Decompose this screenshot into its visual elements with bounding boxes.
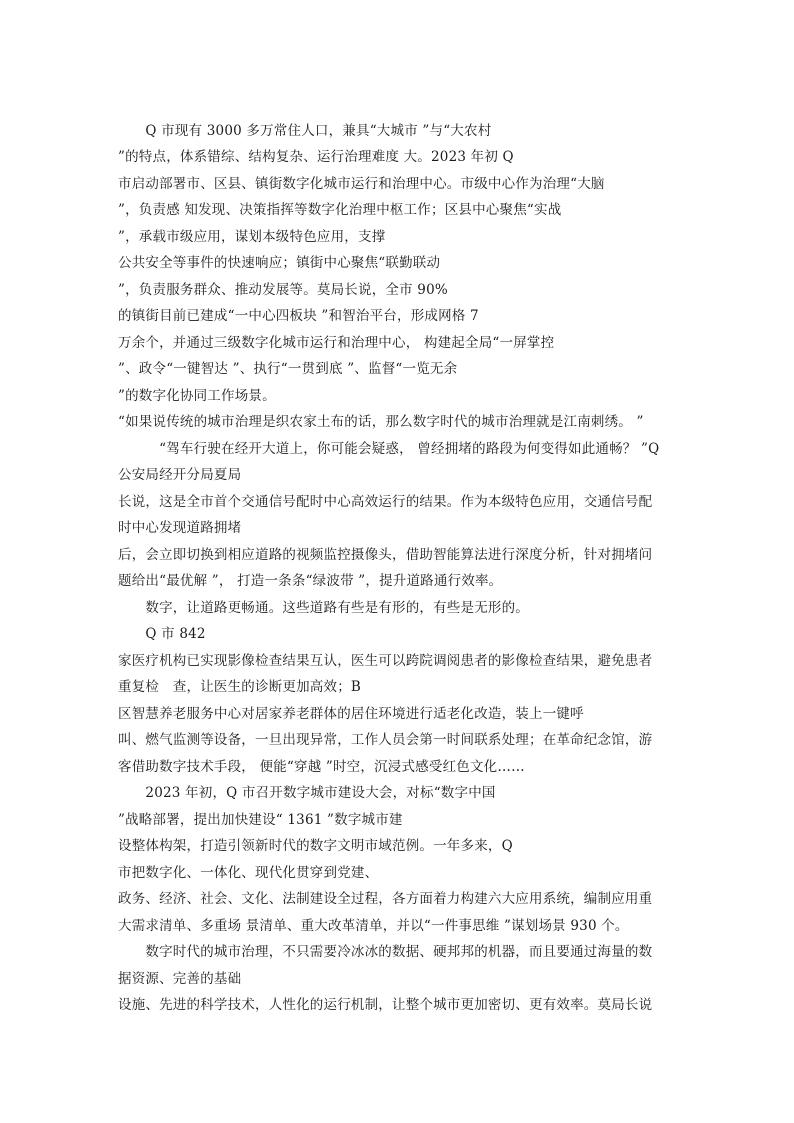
text-line: ”，承载市级应用，谋划本级特色应用，支撑 xyxy=(118,229,386,245)
text-line: 据资源、完善的基础 xyxy=(118,971,242,987)
text-line: 的镇街目前已建成“一中心四板块 ”和智治平台，形成网格 7 xyxy=(118,308,479,324)
text-line: ”、政令“一键智达 ”、执行“一贯到底 ”、监督“一览无余 xyxy=(118,361,458,377)
text-line: 2023 年初，Q 市召开数字城市建设大会，对标“数字中国 xyxy=(118,785,496,801)
text-line: 大需求清单、多重场 景清单、重大改革清单，并以“一件事思维 ”谋划场景 930 个。 xyxy=(118,918,629,934)
text-line: 公共安全等事件的快速响应；镇街中心聚焦“联勤联动 xyxy=(118,255,441,271)
text-line: ”，负责感 知发现、决策指挥等数字化治理中枢工作；区县中心聚焦“实战 xyxy=(118,202,562,218)
text-line: 重复检 查，让医生的诊断更加高效；B xyxy=(118,679,362,695)
text-line: 题给出“最优解 ”， 打造一条条“绿波带 ”，提升道路通行效率。 xyxy=(118,573,503,589)
text-line: Q 市 842 xyxy=(118,626,206,642)
text-line: 设整体构架，打造引领新时代的数字文明市域范例。一年多来，Q xyxy=(118,838,513,854)
text-line: 长说，这是全市首个交通信号配时中心高效运行的结果。作为本级特色应用，交通信号配 xyxy=(118,494,653,510)
text-line: 万余个，并通过三级数字化城市运行和治理中心， 构建起全局“一屏掌控 xyxy=(118,335,555,351)
text-line: 时中心发现道路拥堵 xyxy=(118,520,242,536)
text-line: 区智慧养老服务中心对居家养老群体的居住环境进行适老化改造，装上一键呼 xyxy=(118,706,584,722)
text-line: 政务、经济、社会、文化、法制建设全过程，各方面着力构建六大应用系统，编制应用重 xyxy=(118,891,653,907)
text-line: 市启动部署市、区县、镇街数字化城市运行和治理中心。市级中心作为治理“大脑 xyxy=(118,176,605,192)
text-line: 数字，让道路更畅通。这些道路有些是有形的，有些是无形的。 xyxy=(118,600,529,616)
text-line: 数字时代的城市治理，不只需要冷冰冰的数据、硬邦邦的机器，而且要通过海量的数 xyxy=(118,944,653,960)
text-line: 客借助数字技术手段， 便能“穿越 ”时空，沉浸式感受红色文化…… xyxy=(118,759,525,775)
text-line: 后，会立即切换到相应道路的视频监控摄像头，借助智能算法进行深度分析，针对拥堵问 xyxy=(118,547,653,563)
text-line: ”战略部署，提出加快建设“ 1361 ”数字城市建 xyxy=(118,812,403,828)
text-line: 公安局经开分局夏局 xyxy=(118,467,242,483)
text-line: 家医疗机构已实现影像检查结果互认，医生可以跨院调阅患者的影像检查结果，避免患者 xyxy=(118,653,653,669)
text-line: ”的特点，体系错综、结构复杂、运行治理难度 大。2023 年初 Q xyxy=(118,149,514,165)
text-line: 设施、先进的科学技术，人性化的运行机制，让整个城市更加密切、更有效率。莫局长说 xyxy=(118,997,653,1013)
text-line: “如果说传统的城市治理是织农家土布的话，那么数字时代的城市治理就是江南刺绣。 ” xyxy=(118,414,644,430)
text-line: “驾车行驶在经开大道上，你可能会疑惑， 曾经拥堵的路段为何变得如此通畅？ ”Q xyxy=(118,441,660,457)
text-line: 市把数字化、一体化、现代化贯穿到党建、 xyxy=(118,865,379,881)
text-line: Q 市现有 3000 多万常住人口，兼具“大城市 ”与“大农村 xyxy=(118,123,492,139)
text-line: 叫、燃气监测等设备，一旦出现异常，工作人员会第一时间联系处理；在革命纪念馆，游 xyxy=(118,732,653,748)
text-line: ”的数字化协同工作场景。 xyxy=(118,388,276,404)
text-line: ”，负责服务群众、推动发展等。莫局长说，全市 90% xyxy=(118,282,448,298)
